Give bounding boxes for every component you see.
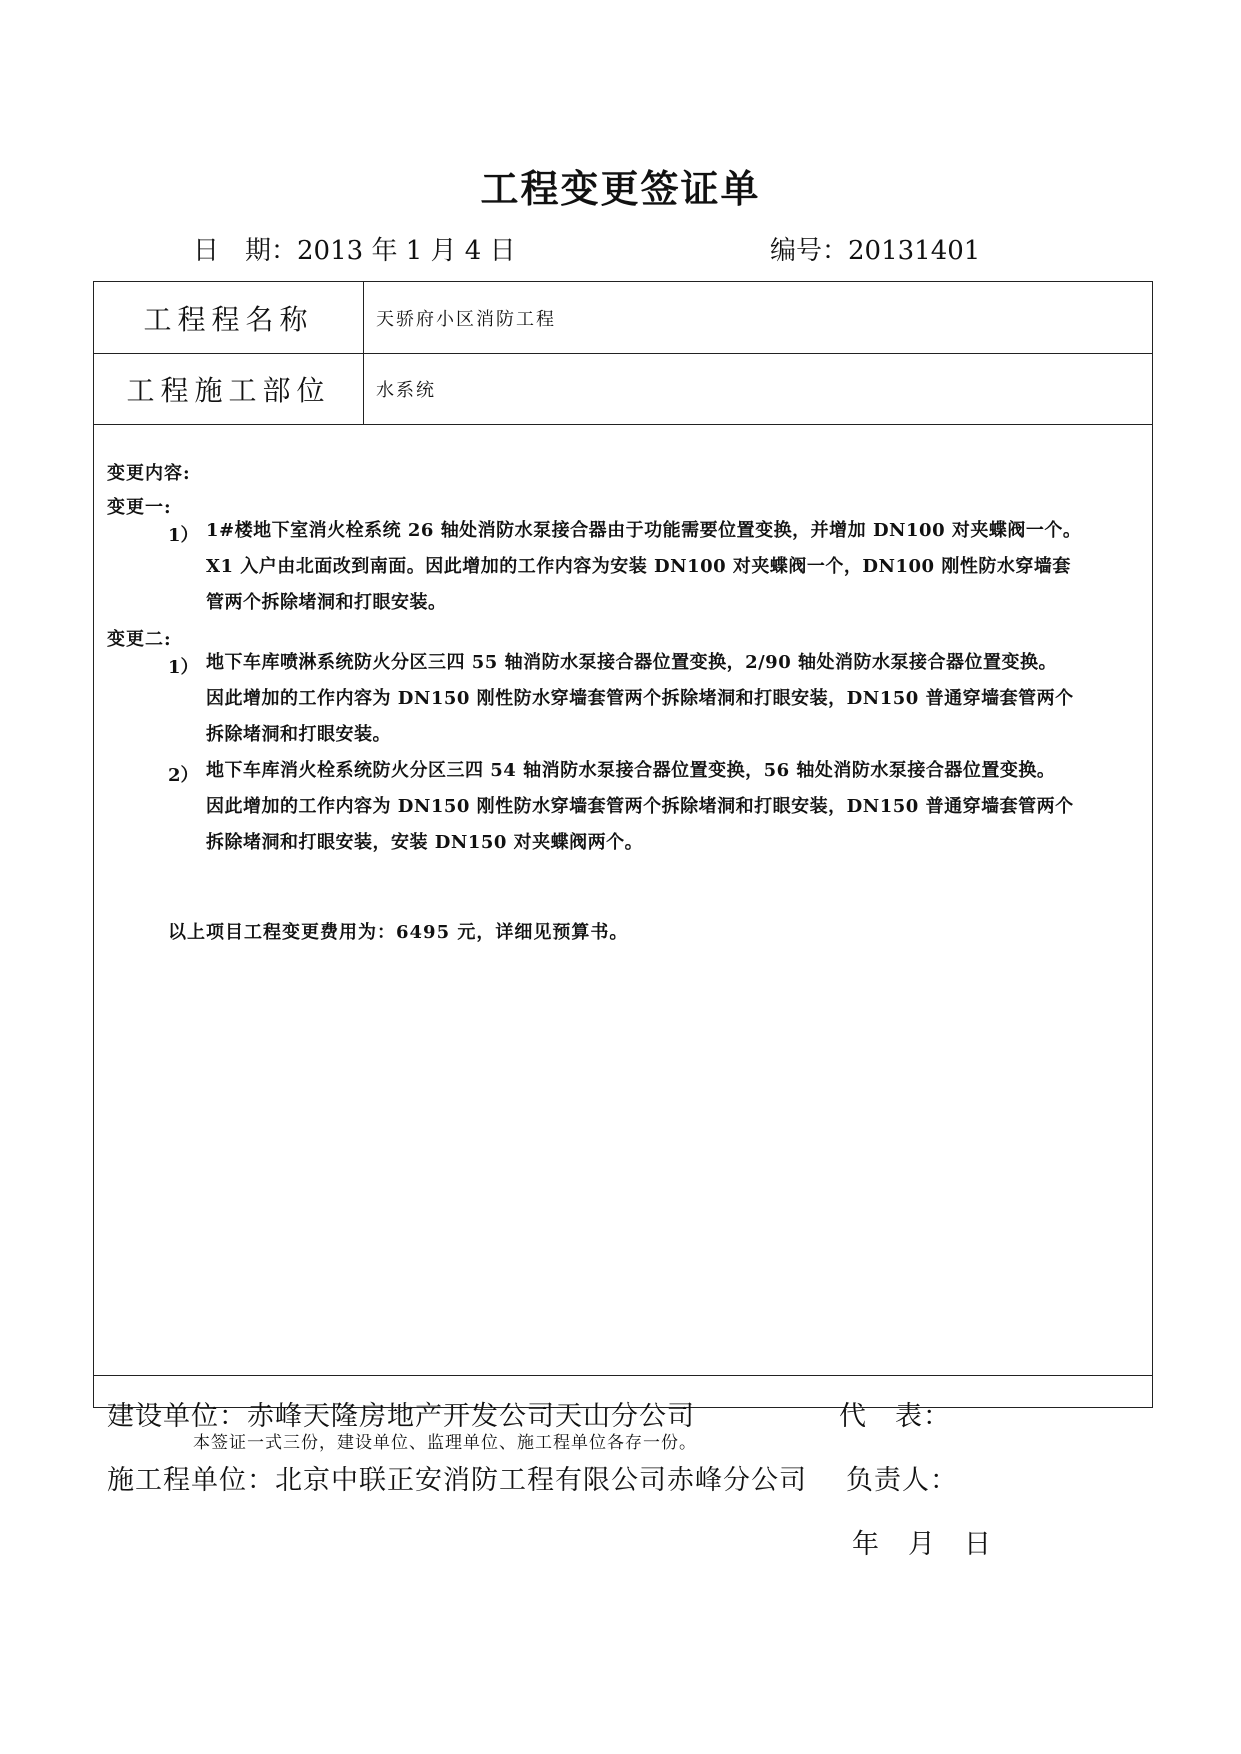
- construction-part-row: [94, 354, 1152, 425]
- contractor-unit: 施工程单位：北京中联正安消防工程有限公司赤峰分公司: [107, 1465, 807, 1496]
- change-two-item-2-num: 2）: [168, 765, 199, 786]
- date-label: 日 期：: [193, 236, 298, 266]
- footer-note: 本签证一式三份，建设单位、监理单位、施工程单位各存一份。: [193, 1433, 697, 1453]
- text-line: 因此增加的工作内容为 DN150 刚性防水穿墙套管两个拆除堵洞和打眼安装，DN150 普通穿墙套管两个: [206, 688, 1074, 709]
- project-name-label: 工程程名称: [94, 282, 364, 353]
- serial-label: 编号：: [770, 236, 849, 266]
- text-line: 1#楼地下室消火栓系统 26 轴处消防水泵接合器由于功能需要位置变换，并增加 DN100 对夹蝶阀一个。: [206, 520, 1082, 541]
- construction-part-value: 水系统: [376, 380, 436, 401]
- text-line: 拆除堵洞和打眼安装，安装 DN150 对夹蝶阀两个。: [206, 832, 644, 853]
- builder-representative: 代 表：: [839, 1401, 951, 1432]
- document-title: 工程变更签证单: [480, 166, 761, 211]
- text-line: X1 入户由北面改到南面。因此增加的工作内容为安装 DN100 对夹蝶阀一个，DN100 刚性防水穿墙套: [206, 556, 1071, 577]
- change-two-item-1-num: 1）: [168, 657, 199, 678]
- change-two-item-1: [206, 645, 1074, 753]
- text-line: 因此增加的工作内容为 DN150 刚性防水穿墙套管两个拆除堵洞和打眼安装，DN150 普通穿墙套管两个: [206, 796, 1074, 817]
- contractor-representative: 负责人：: [846, 1465, 958, 1496]
- change-content-section: [94, 425, 1152, 1375]
- change-content-label: 变更内容:: [107, 463, 191, 484]
- cost-summary: 以上项目工程变更费用为：6495 元，详细见预算书。: [168, 922, 629, 943]
- text-line: 地下车库喷淋系统防火分区三四 55 轴消防水泵接合器位置变换，2/90 轴处消防水泵接合器位置变换。: [206, 652, 1057, 673]
- project-name-row: [94, 282, 1152, 354]
- text-line: 地下车库消火栓系统防火分区三四 54 轴消防水泵接合器位置变换，56 轴处消防水泵接合器位置变换。: [206, 760, 1056, 781]
- date-line: [193, 230, 516, 267]
- change-one-heading: 变更一:: [107, 497, 172, 518]
- serial-value: 20131401: [848, 236, 981, 266]
- builder-unit: 建设单位：赤峰天隆房地产开发公司天山分公司: [107, 1401, 695, 1432]
- project-name-value: 天骄府小区消防工程: [376, 308, 556, 330]
- section-divider: [94, 1375, 1152, 1376]
- construction-part-label: 工程施工部位: [94, 354, 364, 424]
- serial-line: [770, 230, 980, 267]
- change-two-item-2: [206, 753, 1074, 861]
- change-one-item-1: [206, 513, 1081, 621]
- change-one-item-1-num: 1）: [168, 525, 199, 546]
- change-two-heading: 变更二:: [107, 629, 172, 650]
- signature-date: 年 月 日: [852, 1529, 992, 1560]
- date-value: 2013 年 1 月 4 日: [297, 236, 516, 266]
- text-line: 拆除堵洞和打眼安装。: [206, 724, 391, 745]
- text-line: 管两个拆除堵洞和打眼安装。: [206, 592, 447, 613]
